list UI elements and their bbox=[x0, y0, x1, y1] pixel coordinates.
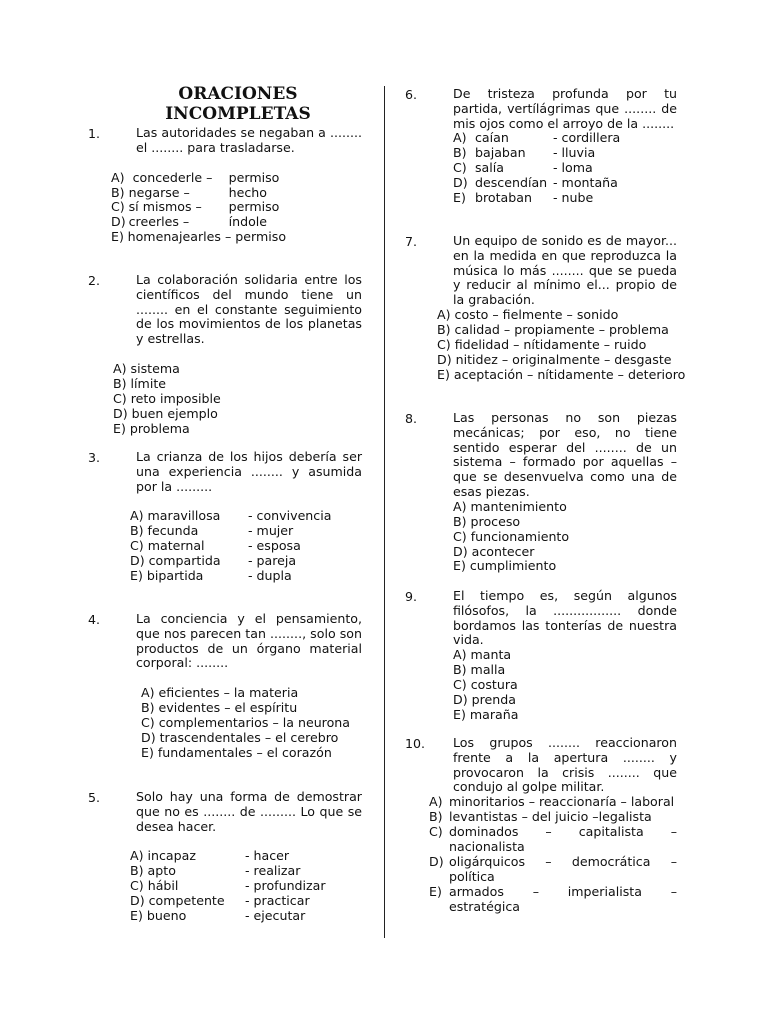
options bbox=[130, 849, 326, 924]
options bbox=[437, 306, 686, 383]
option-b[interactable]: B) malla bbox=[453, 662, 506, 678]
option-b[interactable] bbox=[130, 864, 326, 879]
option-b[interactable]: B) calidad – propiamente – problema bbox=[437, 321, 669, 337]
option-e[interactable]: E) aceptación – nítidamente – deterioro bbox=[437, 366, 686, 382]
question-6 bbox=[405, 87, 677, 206]
option-a[interactable]: A) costo – fielmente – sonido bbox=[437, 306, 619, 322]
option-word-1: negarse – bbox=[128, 184, 190, 200]
option-word-1: B) fecunda bbox=[130, 523, 199, 539]
option-letter: B) bbox=[453, 145, 467, 161]
question-text: Las personas no son piezas mecánicas; por eso, no tiene sentido esperar del ........ de un sistema – formado por aquellas –que se desenvuelva como una de esas piezas. bbox=[453, 410, 677, 499]
option-b[interactable] bbox=[429, 810, 677, 825]
option-a[interactable] bbox=[130, 849, 326, 864]
option-d[interactable]: D) trascendentales – el cerebro bbox=[141, 729, 339, 745]
question-number: 1. bbox=[88, 126, 101, 141]
question-9 bbox=[405, 589, 677, 723]
page-title bbox=[88, 84, 388, 124]
option-word-1: sí mismos – bbox=[128, 199, 202, 215]
option-e[interactable]: E) cumplimiento bbox=[453, 558, 557, 574]
option-letter: B) bbox=[429, 809, 443, 825]
option-word-1: descendían bbox=[475, 175, 548, 191]
question-number: 6. bbox=[405, 87, 418, 102]
options bbox=[111, 171, 286, 246]
option-word-2: permiso bbox=[228, 199, 280, 215]
option-word-2: permiso bbox=[235, 229, 287, 245]
option-word-1: E) bueno bbox=[130, 908, 187, 924]
option-word-2: - mujer bbox=[248, 523, 294, 539]
title-line-2: INCOMPLETAS bbox=[165, 104, 311, 124]
question-number: 3. bbox=[88, 450, 101, 465]
option-e[interactable]: E) problema bbox=[113, 420, 190, 436]
column-divider bbox=[384, 86, 385, 938]
option-word-2: - ejecutar bbox=[245, 908, 306, 924]
option-word-1: A) maravillosa bbox=[130, 508, 221, 524]
option-text: dominados – capitalista – nacionalista bbox=[449, 824, 677, 854]
option-word-2: - practicar bbox=[245, 893, 310, 909]
question-text: Solo hay una forma de demostrar que no es ........ de ......... Lo que se desea hacer. bbox=[136, 789, 362, 834]
option-text: armados – imperialista – estratégica bbox=[449, 883, 677, 914]
option-c[interactable]: C) costura bbox=[453, 677, 518, 692]
option-a[interactable]: A) sistema bbox=[113, 360, 180, 376]
question-5 bbox=[88, 790, 362, 924]
option-word-1: C) hábil bbox=[130, 878, 179, 894]
options bbox=[130, 509, 331, 584]
option-word-2: - nube bbox=[553, 190, 594, 206]
option-b[interactable] bbox=[130, 524, 331, 539]
option-letter: E) bbox=[111, 229, 124, 245]
option-c[interactable] bbox=[429, 825, 677, 855]
option-e[interactable] bbox=[130, 909, 326, 924]
option-a[interactable]: A) manta bbox=[453, 647, 512, 663]
option-word-1: C) maternal bbox=[130, 538, 205, 554]
option-c[interactable] bbox=[130, 879, 326, 894]
option-a[interactable]: A) mantenimiento bbox=[453, 498, 567, 514]
option-c[interactable]: C) fidelidad – nítidamente – ruido bbox=[437, 336, 647, 352]
question-number: 4. bbox=[88, 612, 101, 627]
option-e[interactable] bbox=[130, 569, 331, 584]
option-a[interactable] bbox=[111, 171, 286, 186]
option-letter: D) bbox=[111, 214, 126, 230]
option-d[interactable]: D) acontecer bbox=[453, 543, 535, 559]
option-d[interactable]: D) prenda bbox=[453, 691, 516, 707]
option-a[interactable] bbox=[130, 509, 331, 524]
option-word-2: - esposa bbox=[248, 538, 301, 554]
question-text: La crianza de los hijos debería ser una experiencia ........ y asumida por la ......... bbox=[136, 449, 362, 494]
question-number: 2. bbox=[88, 273, 101, 288]
option-text: levantistas – del juicio –legalista bbox=[449, 809, 652, 825]
option-word-2: - convivencia bbox=[248, 508, 332, 524]
option-word-2: - lluvia bbox=[553, 145, 596, 161]
option-c[interactable] bbox=[453, 161, 620, 176]
option-e[interactable] bbox=[429, 885, 677, 915]
options bbox=[453, 648, 677, 723]
option-letter: E) bbox=[453, 190, 466, 206]
option-c[interactable]: C) funcionamiento bbox=[453, 528, 570, 544]
option-e[interactable] bbox=[453, 191, 620, 206]
options bbox=[453, 500, 677, 575]
option-a[interactable] bbox=[453, 131, 620, 146]
option-c[interactable]: C) complementarios – la neurona bbox=[141, 715, 350, 730]
question-number: 5. bbox=[88, 790, 101, 805]
option-letter: C) bbox=[111, 199, 125, 215]
option-e[interactable]: E) maraña bbox=[453, 706, 519, 722]
option-letter: B) bbox=[111, 184, 125, 200]
question-4 bbox=[88, 612, 362, 761]
option-word-2: - hacer bbox=[245, 848, 290, 864]
option-d[interactable] bbox=[130, 894, 326, 909]
option-word-1: creerles – bbox=[128, 214, 190, 230]
option-letter: C) bbox=[429, 824, 443, 839]
options bbox=[429, 795, 677, 914]
option-word-2: - loma bbox=[553, 160, 593, 176]
option-word-1: brotaban bbox=[475, 190, 532, 206]
question-8 bbox=[405, 411, 677, 574]
options bbox=[453, 131, 620, 206]
option-word-2: - pareja bbox=[248, 553, 297, 569]
option-word-2: hecho bbox=[228, 184, 267, 200]
option-d[interactable]: D) nitidez – originalmente – desgaste bbox=[437, 351, 672, 367]
question-10 bbox=[405, 736, 677, 914]
option-a[interactable] bbox=[429, 795, 677, 810]
option-letter: D) bbox=[453, 175, 468, 191]
option-text: oligárquicos – democrática – política bbox=[449, 853, 677, 884]
option-e[interactable]: E) fundamentales – el corazón bbox=[141, 744, 332, 760]
option-letter: C) bbox=[453, 160, 467, 176]
option-word-1: bajaban bbox=[475, 145, 526, 161]
option-b[interactable]: B) evidentes – el espíritu bbox=[141, 700, 298, 716]
option-word-1: A) incapaz bbox=[130, 848, 196, 864]
options bbox=[141, 686, 362, 761]
question-3 bbox=[88, 450, 362, 584]
option-word-1: E) bipartida bbox=[130, 568, 204, 584]
option-word-2: - montaña bbox=[553, 175, 618, 191]
option-d[interactable] bbox=[130, 554, 331, 569]
title-line-1: ORACIONES bbox=[178, 84, 298, 104]
option-letter: A) bbox=[429, 794, 443, 810]
question-number: 8. bbox=[405, 411, 418, 426]
question-text: De tristeza profunda por tu partida, vertílágrimas que ........ de mis ojos como el arroyo de la ........ bbox=[453, 86, 677, 131]
option-word-2: - cordillera bbox=[553, 130, 621, 146]
option-word-2: - realizar bbox=[245, 863, 301, 879]
option-word-1: D) competente bbox=[130, 893, 225, 909]
question-2 bbox=[88, 273, 362, 437]
option-b[interactable]: B) límite bbox=[113, 375, 167, 391]
question-text: Los grupos ........ reaccionaron frente a la apertura ........ y provocaron la crisis ........ que condujo al golpe militar. bbox=[453, 735, 677, 795]
question-text: Las autoridades se negaban a ........ el ........ para trasladarse. bbox=[136, 125, 362, 155]
option-letter: E) bbox=[429, 883, 442, 899]
option-e[interactable] bbox=[111, 230, 286, 245]
option-word-2: - dupla bbox=[248, 568, 292, 584]
option-word-1: homenajearles – bbox=[127, 229, 232, 245]
question-text: La conciencia y el pensamiento, que nos parecen tan ........, solo son productos de un órgano material corporal: ........ bbox=[136, 611, 362, 671]
option-letter: A) bbox=[453, 130, 467, 146]
option-text: minoritarios – reaccionaría – laboral bbox=[449, 794, 675, 810]
option-b[interactable] bbox=[453, 146, 620, 161]
question-1 bbox=[88, 126, 362, 245]
option-word-2: permiso bbox=[228, 169, 280, 185]
question-text: La colaboración solidaria entre los científicos del mundo tiene un ........ en el constante seguimiento de los movimientos de los planetas y estrellas. bbox=[136, 272, 362, 347]
option-c[interactable] bbox=[111, 200, 286, 215]
option-word-1: concederle – bbox=[132, 169, 213, 185]
question-number: 9. bbox=[405, 589, 418, 604]
option-word-1: salía bbox=[475, 160, 504, 176]
question-7 bbox=[405, 233, 686, 383]
option-letter: D) bbox=[429, 853, 444, 869]
option-word-2: índole bbox=[228, 214, 268, 230]
options bbox=[113, 362, 362, 437]
option-word-1: B) apto bbox=[130, 863, 176, 879]
option-word-1: D) compartida bbox=[130, 553, 221, 569]
option-d[interactable] bbox=[111, 215, 286, 230]
option-word-2: - profundizar bbox=[245, 878, 326, 894]
option-d[interactable] bbox=[453, 176, 620, 191]
option-c[interactable] bbox=[130, 539, 331, 554]
question-text: El tiempo es, según algunos filósofos, la ................. donde bordamos las tonterías de nuestra vida. bbox=[453, 588, 677, 648]
option-a[interactable]: A) eficientes – la materia bbox=[141, 685, 299, 701]
option-c[interactable]: C) reto imposible bbox=[113, 390, 221, 406]
option-d[interactable]: D) buen ejemplo bbox=[113, 405, 218, 421]
option-b[interactable] bbox=[111, 186, 286, 201]
question-text: Un equipo de sonido es de mayor... en la medida en que reproduzca la música lo más ........ que se pueda y reducir al mínimo el... propio de la grabación. bbox=[453, 233, 677, 308]
question-number: 10. bbox=[405, 736, 426, 751]
question-number: 7. bbox=[405, 234, 418, 249]
option-letter: A) bbox=[111, 169, 125, 185]
option-b[interactable]: B) proceso bbox=[453, 513, 521, 529]
option-d[interactable] bbox=[429, 855, 677, 885]
option-word-1: caían bbox=[475, 130, 509, 146]
